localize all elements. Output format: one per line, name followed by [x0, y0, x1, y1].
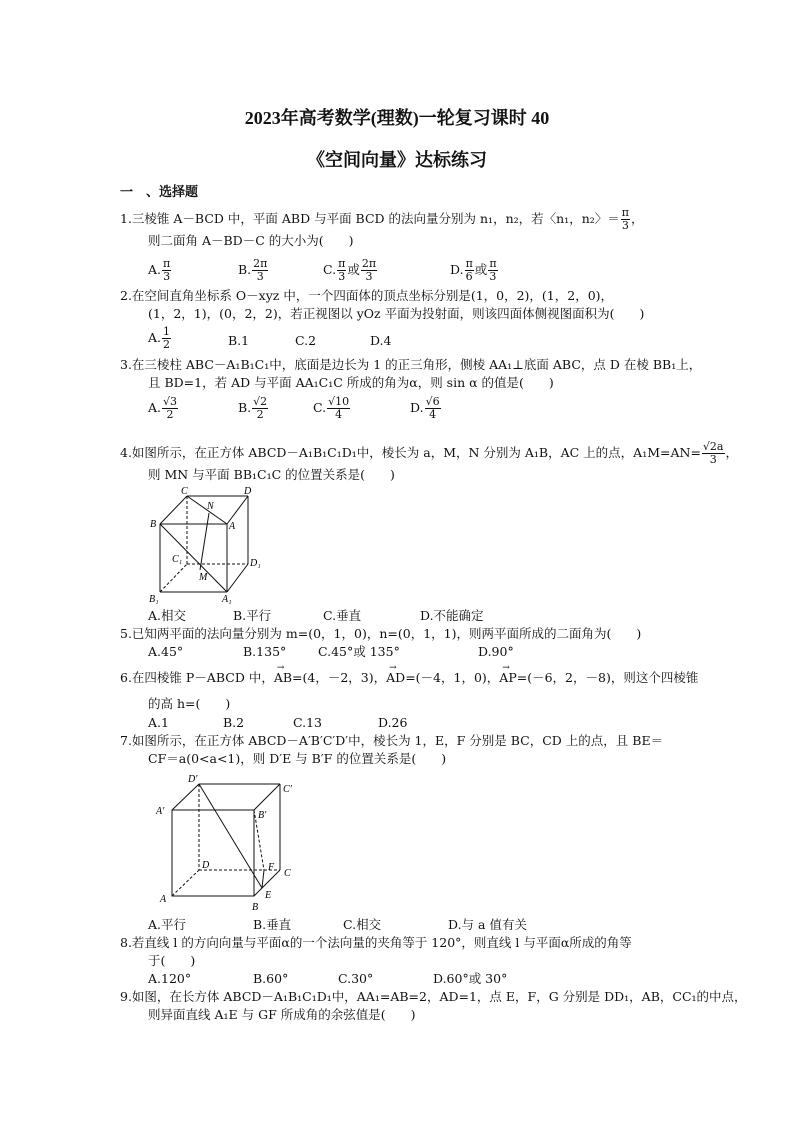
q7-label-bp: B′ — [258, 810, 267, 821]
q8-option-d: D.60°或 30° — [433, 971, 508, 986]
q6-line-2: 的高 h=( ) — [148, 696, 231, 711]
q3-line-1: 3.在三棱柱 ABC－A₁B₁C₁中，底面是边长为 1 的正三角形，侧棱 AA₁⊥底面 ABC，点 D 在棱 BB₁上， — [120, 357, 702, 372]
q3-line-2: 且 BD=1，若 AD 与平面 AA₁C₁C 所成的角为α，则 sin α 的值是( ) — [148, 375, 554, 390]
q8-line-1: 8.若直线 l 的方向向量与平面α的一个法向量的夹角等于 120°，则直线 l 与平面α所成的角等 — [120, 935, 632, 950]
q2-line-1: 2.在空间直角坐标系 O－xyz 中，一个四面体的顶点坐标分别是(1，0，2)，(1，2，0)， — [120, 288, 614, 303]
q9-line-1: 9.如图，在长方体 ABCD－A₁B₁C₁D₁中，AA₁=AB=2，AD=1，点 E，F，G 分别是 DD₁，AB，CC₁的中点， — [120, 989, 747, 1004]
q8-option-b: B.60° — [253, 971, 289, 986]
q5-option-d: D.90° — [478, 644, 514, 659]
q4-line-1: 4.如图所示，在正方体 ABCD－A₁B₁C₁D₁中，棱长为 a，M，N 分别为 A₁B，AC 上的点，A₁M=AN= $\frac{√2a}{3}$ ， — [120, 440, 739, 466]
q6-line-1: 6.在四棱锥 P－ABCD 中，→ AB=(4，－2，3)，→ AD=(－4，1，0)，→ AP=(－6，2，－8)，则这个四棱锥 — [120, 670, 698, 686]
q2-option-b: B.1 — [228, 333, 250, 348]
q4-label-m: M — [199, 572, 208, 583]
q4-option-a: A.相交 — [148, 608, 187, 623]
q7-option-c: C.相交 — [343, 917, 382, 932]
q7-label-a: A — [160, 894, 167, 905]
q3-option-d: D. $\frac{√6}{4}$ — [410, 395, 440, 421]
q5-option-c: C.45°或 135° — [318, 644, 400, 659]
q7-line-2: CF＝a(0<a<1)，则 D′E 与 B′F 的位置关系是( ) — [148, 751, 447, 766]
q4-line-2: 则 MN 与平面 BB₁C₁C 的位置关系是( ) — [148, 467, 395, 482]
q5-line-1: 5.已知两平面的法向量分别为 m=(0，1，0)，n=(0，1，1)，则两平面所成的二面角为( ) — [120, 626, 642, 641]
q7-option-b: B.垂直 — [253, 917, 292, 932]
q1-option-a: A. $\frac{\pi}{3}$ — [148, 257, 171, 283]
q7-label-d: D — [202, 860, 210, 871]
q4-label-d1: D₁ — [250, 558, 261, 569]
q7-label-cp: C′ — [283, 784, 292, 795]
q6-option-c: C.13 — [293, 715, 322, 730]
q9-line-2: 则异面直线 A₁E 与 GF 所成角的余弦值是( ) — [148, 1007, 416, 1022]
q4-cube-figure — [145, 484, 270, 604]
q4-label-d: D — [244, 486, 252, 497]
q7-option-d: D.与 a 值有关 — [448, 917, 527, 932]
q8-line-2: 于( ) — [148, 953, 196, 968]
q7-label-f: F — [268, 862, 275, 873]
q6-option-b: B.2 — [223, 715, 245, 730]
section-heading: 一 、选择题 — [120, 185, 199, 200]
q7-label-c: C — [284, 868, 291, 879]
q5-option-a: A.45° — [148, 644, 184, 659]
q4-label-n: N — [207, 501, 214, 512]
q1-frac: $\frac{\pi}{3}$ — [621, 206, 629, 232]
q4-option-b: B.平行 — [233, 608, 272, 623]
q8-option-c: C.30° — [338, 971, 374, 986]
q7-line-1: 7.如图所示，在正方体 ABCD－A′B′C′D′中，棱长为 1，E，F 分别是 BC，CD 上的点，且 BE＝ — [120, 733, 664, 748]
q1-line-1: 1.三棱锥 A－BCD 中，平面 ABD 与平面 BCD 的法向量分别为 n₁，n₂，若〈n₁，n₂〉＝ $\frac{\pi}{3}$ ， — [120, 206, 644, 232]
q3-option-b: B. $\frac{√2}{2}$ — [238, 395, 268, 421]
title-line-2: 《空间向量》达标练习 — [307, 150, 487, 170]
q4-label-c1: C₁ — [172, 554, 183, 565]
q5-option-b: B.135° — [243, 644, 287, 659]
q4-label-c: C — [181, 486, 188, 497]
q7-label-ap: A′ — [156, 806, 165, 817]
q3-option-a: A. $\frac{√3}{2}$ — [148, 395, 178, 421]
q1-option-c: C. $\frac{\pi}{3}$ 或 $\frac{2\pi}{3}$ — [323, 257, 377, 283]
title-line-1: 2023年高考数学(理数)一轮复习课时 40 — [244, 108, 550, 128]
q7-label-e: E — [265, 890, 272, 901]
q4-label-b1: B₁ — [149, 594, 159, 604]
q1-option-d: D. $\frac{\pi}{6}$ 或 $\frac{\pi}{3}$ — [450, 257, 497, 283]
q4-label-a1: A₁ — [222, 594, 232, 604]
q2-line-2: (1，2，1)，(0，2，2)，若正视图以 yOz 平面为投射面，则该四面体侧视图面积为( ) — [148, 306, 645, 321]
q6-option-a: A.1 — [148, 715, 169, 730]
q4-label-a: A — [229, 521, 236, 532]
q2-option-c: C.2 — [295, 333, 317, 348]
q7-label-dp: D′ — [188, 774, 198, 785]
q4-label-b: B — [150, 519, 157, 530]
q4-option-d: D.不能确定 — [420, 608, 484, 623]
q1-text: 1.三棱锥 A－BCD 中，平面 ABD 与平面 BCD 的法向量分别为 n₁，n₂，若〈n₁，n₂〉＝ — [120, 211, 620, 226]
q6-option-d: D.26 — [378, 715, 408, 730]
q2-option-a: A. $\frac{1}{2}$ — [148, 325, 171, 351]
q4-option-c: C.垂直 — [323, 608, 362, 623]
q8-option-a: A.120° — [148, 971, 192, 986]
q1-option-b: B. $\frac{2\pi}{3}$ — [238, 257, 268, 283]
q1-line-2: 则二面角 A－BD－C 的大小为( ) — [148, 233, 354, 248]
q2-option-d: D.4 — [370, 333, 392, 348]
q7-option-a: A.平行 — [148, 917, 187, 932]
q7-label-b: B — [252, 902, 259, 913]
q7-cube-figure — [152, 772, 307, 914]
q3-option-c: C. $\frac{√10}{4}$ — [313, 395, 350, 421]
